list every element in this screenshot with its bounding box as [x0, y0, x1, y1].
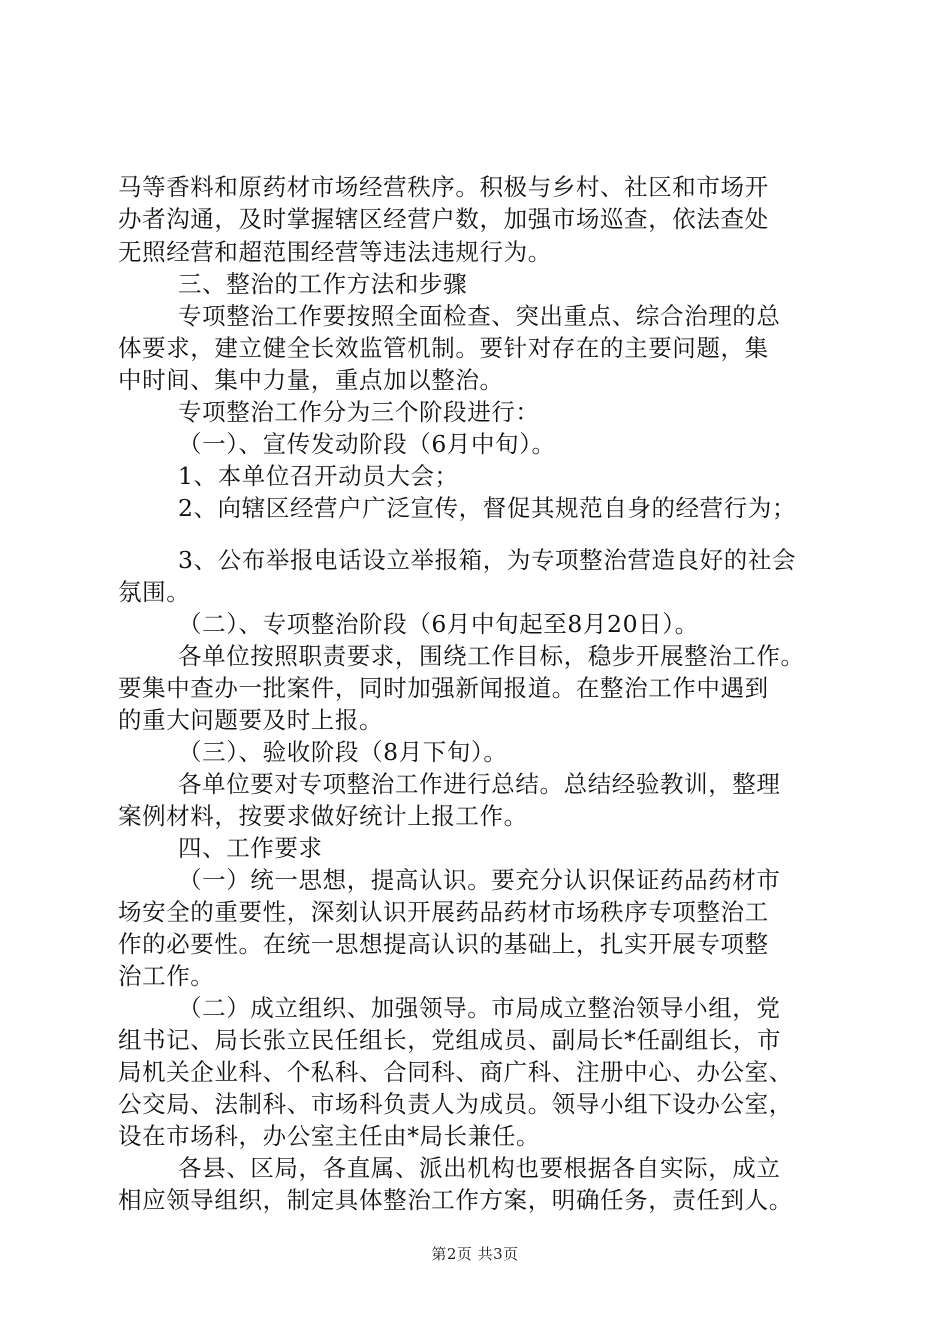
- body-line: 办者沟通，及时掌握辖区经营户数，加强市场巡查，依法查处: [118, 205, 769, 233]
- section-heading: 四、工作要求: [178, 834, 323, 862]
- body-line: 公交局、法制科、市场科负责人为成员。领导小组下设办公室，: [118, 1090, 793, 1118]
- body-line: 组书记、局长张立民任组长，党组成员、副局长*任副组长，市: [118, 1026, 782, 1054]
- body-line: 专项整治工作要按照全面检查、突出重点、综合治理的总: [178, 302, 781, 330]
- body-line: 要集中查办一批案件，同时加强新闻报道。在整治工作中遇到: [118, 674, 769, 702]
- body-line: 中时间、集中力量，重点加以整治。: [118, 366, 504, 394]
- body-line: 氛围。: [118, 578, 191, 606]
- body-line: 作的必要性。在统一思想提高认识的基础上，扎实开展专项整: [118, 930, 769, 958]
- body-line: （一）统一思想，提高认识。要充分认识保证药品药材市: [178, 866, 781, 894]
- body-line: 各单位要对专项整治工作进行总结。总结经验教训，整理: [178, 770, 781, 798]
- body-line: 无照经营和超范围经营等违法违规行为。: [118, 238, 552, 266]
- page-number-footer: 第2页 共3页: [431, 1245, 519, 1263]
- list-item: 3、公布举报电话设立举报箱，为专项整治营造良好的社会: [178, 546, 797, 574]
- body-line: 马等香料和原药材市场经营秩序。积极与乡村、社区和市场开: [118, 173, 769, 201]
- list-item: 2、向辖区经营户广泛宣传，督促其规范自身的经营行为；: [178, 494, 797, 522]
- list-item: 1、本单位召开动员大会；: [178, 462, 459, 490]
- subsection-heading: （二）、专项整治阶段（6月中旬起至8月20日）。: [178, 610, 699, 638]
- body-line: 设在市场科，办公室主任由*局长兼任。: [118, 1122, 541, 1150]
- body-line: 各县、区局，各直属、派出机构也要根据各自实际，成立: [178, 1154, 781, 1182]
- body-line: 专项整治工作分为三个阶段进行：: [178, 398, 540, 426]
- body-line: 局机关企业科、个私科、合同科、商广科、注册中心、办公室、: [118, 1058, 793, 1086]
- subsection-heading: （一）、宣传发动阶段（6月中旬）。: [178, 430, 556, 458]
- body-line: 场安全的重要性，深刻认识开展药品药材市场秩序专项整治工: [118, 898, 769, 926]
- section-heading: 三、整治的工作方法和步骤: [178, 270, 468, 298]
- subsection-heading: （三）、验收阶段（8月下旬）。: [178, 738, 508, 766]
- body-line: 治工作。: [118, 962, 215, 990]
- body-line: 的重大问题要及时上报。: [118, 706, 384, 734]
- body-line: 案例材料，按要求做好统计上报工作。: [118, 802, 528, 830]
- body-line: 各单位按照职责要求，围绕工作目标，稳步开展整治工作。: [178, 642, 805, 670]
- body-line: 相应领导组织，制定具体整治工作方案，明确任务，责任到人。: [118, 1186, 793, 1214]
- body-line: （二）成立组织、加强领导。市局成立整治领导小组，党: [178, 994, 781, 1022]
- body-line: 体要求，建立健全长效监管机制。要针对存在的主要问题，集: [118, 334, 769, 362]
